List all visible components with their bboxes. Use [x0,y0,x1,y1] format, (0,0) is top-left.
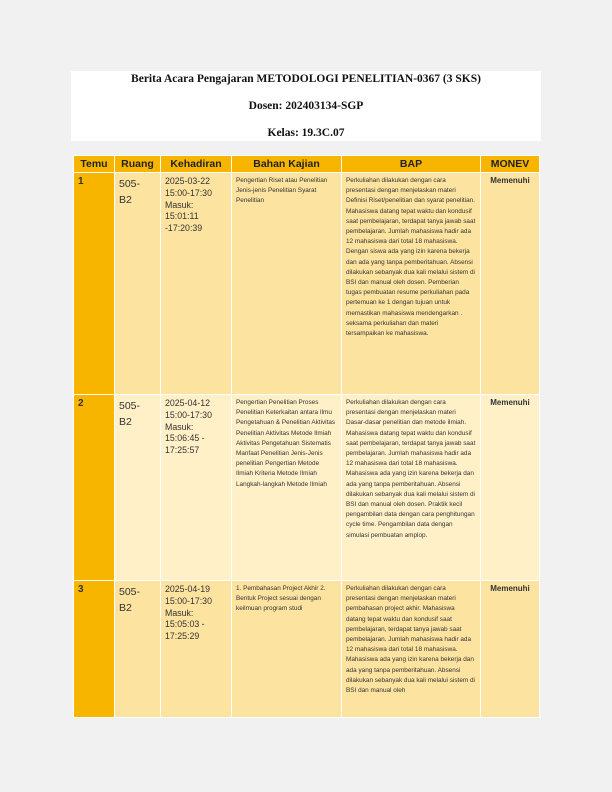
table-header-row [74,156,540,173]
document-title: Berita Acara Pengajaran METODOLOGI PENELITIAN-0367 (3 SKS) [131,73,481,85]
table-row [74,173,540,395]
cell-kehadiran: 2025-03-22 15:00-17:30 Masuk: 15:01:11 -17:20:39 [161,173,232,395]
teaching-report-table [73,155,540,718]
cell-ruang: 505- B2 [115,581,161,718]
class-line: Kelas: 19.3C.07 [267,127,345,139]
document-header [71,71,541,141]
cell-bahan-kajian: Pengertian Penelitian Proses Penelitian Keterkaitan antara Ilmu Pengetahuan & Penelitian Aktivitas Penelitian Aktivitas Metode Ilmiah Aktivitas Pengetahuan Sistematis Manfaat Penelitian Jenis-Jenis penelitian Pengertian Metode Ilmiah Kriteria Metode Ilmiah Langkah-langkah Metode Ilmiah [232,395,342,581]
cell-temu: 3 [74,581,115,718]
cell-bahan-kajian: 1. Pembahasan Project Akhir 2. Bentuk Project sesuai dengan keilmuan program studi [232,581,342,718]
cell-temu: 2 [74,395,115,581]
cell-temu: 1 [74,173,115,395]
cell-bap: Perkuliahan dilakukan dengan cara presentasi dengan menjelaskan materi Dasar-dasar penelitian dan metode ilmiah. Mahasiswa datang tepat waktu dan kondusif saat pembelajaran, terdapat tanya jawab saat pembelajaran. Jumlah mahasiswa hadir ada 12 mahasiswa dari total 18 mahasiswa. Mahasiswa ada yang izin karena bekerja dan ada yang tanpa pemberitahuan. Absensi dilakukan sebanyak dua kali melalui sistem di BSI dan manual oleh dosen. Praktik kecil pengambilan data dengan cara penghitungan cycle time. Pengambilan data dengan simulasi pembuatan amplop. [342,395,481,581]
column-header-kehadiran: Kehadiran [161,156,232,173]
cell-bap [342,581,481,718]
column-header-temu: Temu [74,156,115,173]
cell-ruang: 505- B2 [115,395,161,581]
cell-kehadiran: 2025-04-19 15:00-17:30 Masuk: 15:05:03 - 17:25:29 [161,581,232,718]
cell-bap: Perkuliahan dilakukan dengan cara presentasi dengan menjelaskan materi Definisi Riset/penelitian dan syarat penelitian. Mahasiswa datang tepat waktu dan kondusif saat pembelajaran, terdapat tanya jawab saat pembelajaran. Jumlah mahasiswa hadir ada 12 mahasiswa dari total 18 mahasiswa. Dengan siswa ada yang izin karena bekerja dan ada yang tanpa pemberitahuan. Absensi dilakukan sebanyak dua kali melalui sistem di BSI dan manual oleh dosen. Pemberian tugas pembuatan resume perkuliahan pada pertemuan ke 1 dengan tujuan untuk memastikan mahasiswa mendengarkan . seksama perkuliahan dan materi tersampaikan ke mahasiswa. [342,173,481,395]
cell-monev: Memenuhi [481,173,540,395]
cell-bahan-kajian: Pengertian Riset atau Penelitian Jenis-jenis Penelitian Syarat Penelitian [232,173,342,395]
cell-kehadiran: 2025-04-12 15:00-17:30 Masuk: 15:06:45 - 17:25:57 [161,395,232,581]
table-row [74,395,540,581]
cell-monev: Memenuhi [481,395,540,581]
column-header-bap: BAP [342,156,481,173]
column-header-bahan-kajian: Bahan Kajian [232,156,342,173]
cell-bap-text: Perkuliahan dilakukan dengan cara presentasi dengan menjelaskan materi pembahasan project akhir. Mahasiswa datang tepat waktu dan kondusif saat pembelajaran, terdapat tanya jawab saat pembelajaran. Jumlah mahasiswa hadir ada 12 mahasiswa dari total 18 mahasiswa. Mahasiswa ada yang izin karena bekerja dan ada yang tanpa pemberitahuan. Absensi dilakukan sebanyak dua kali melalui sistem di BSI dan manual oleh [346,585,475,695]
cell-ruang: 505- B2 [115,173,161,395]
table-row [74,581,540,718]
column-header-ruang: Ruang [115,156,161,173]
lecturer-line: Dosen: 202403134-SGP [248,100,364,112]
column-header-monev: MONEV [481,156,540,173]
cell-monev: Memenuhi [481,581,540,718]
